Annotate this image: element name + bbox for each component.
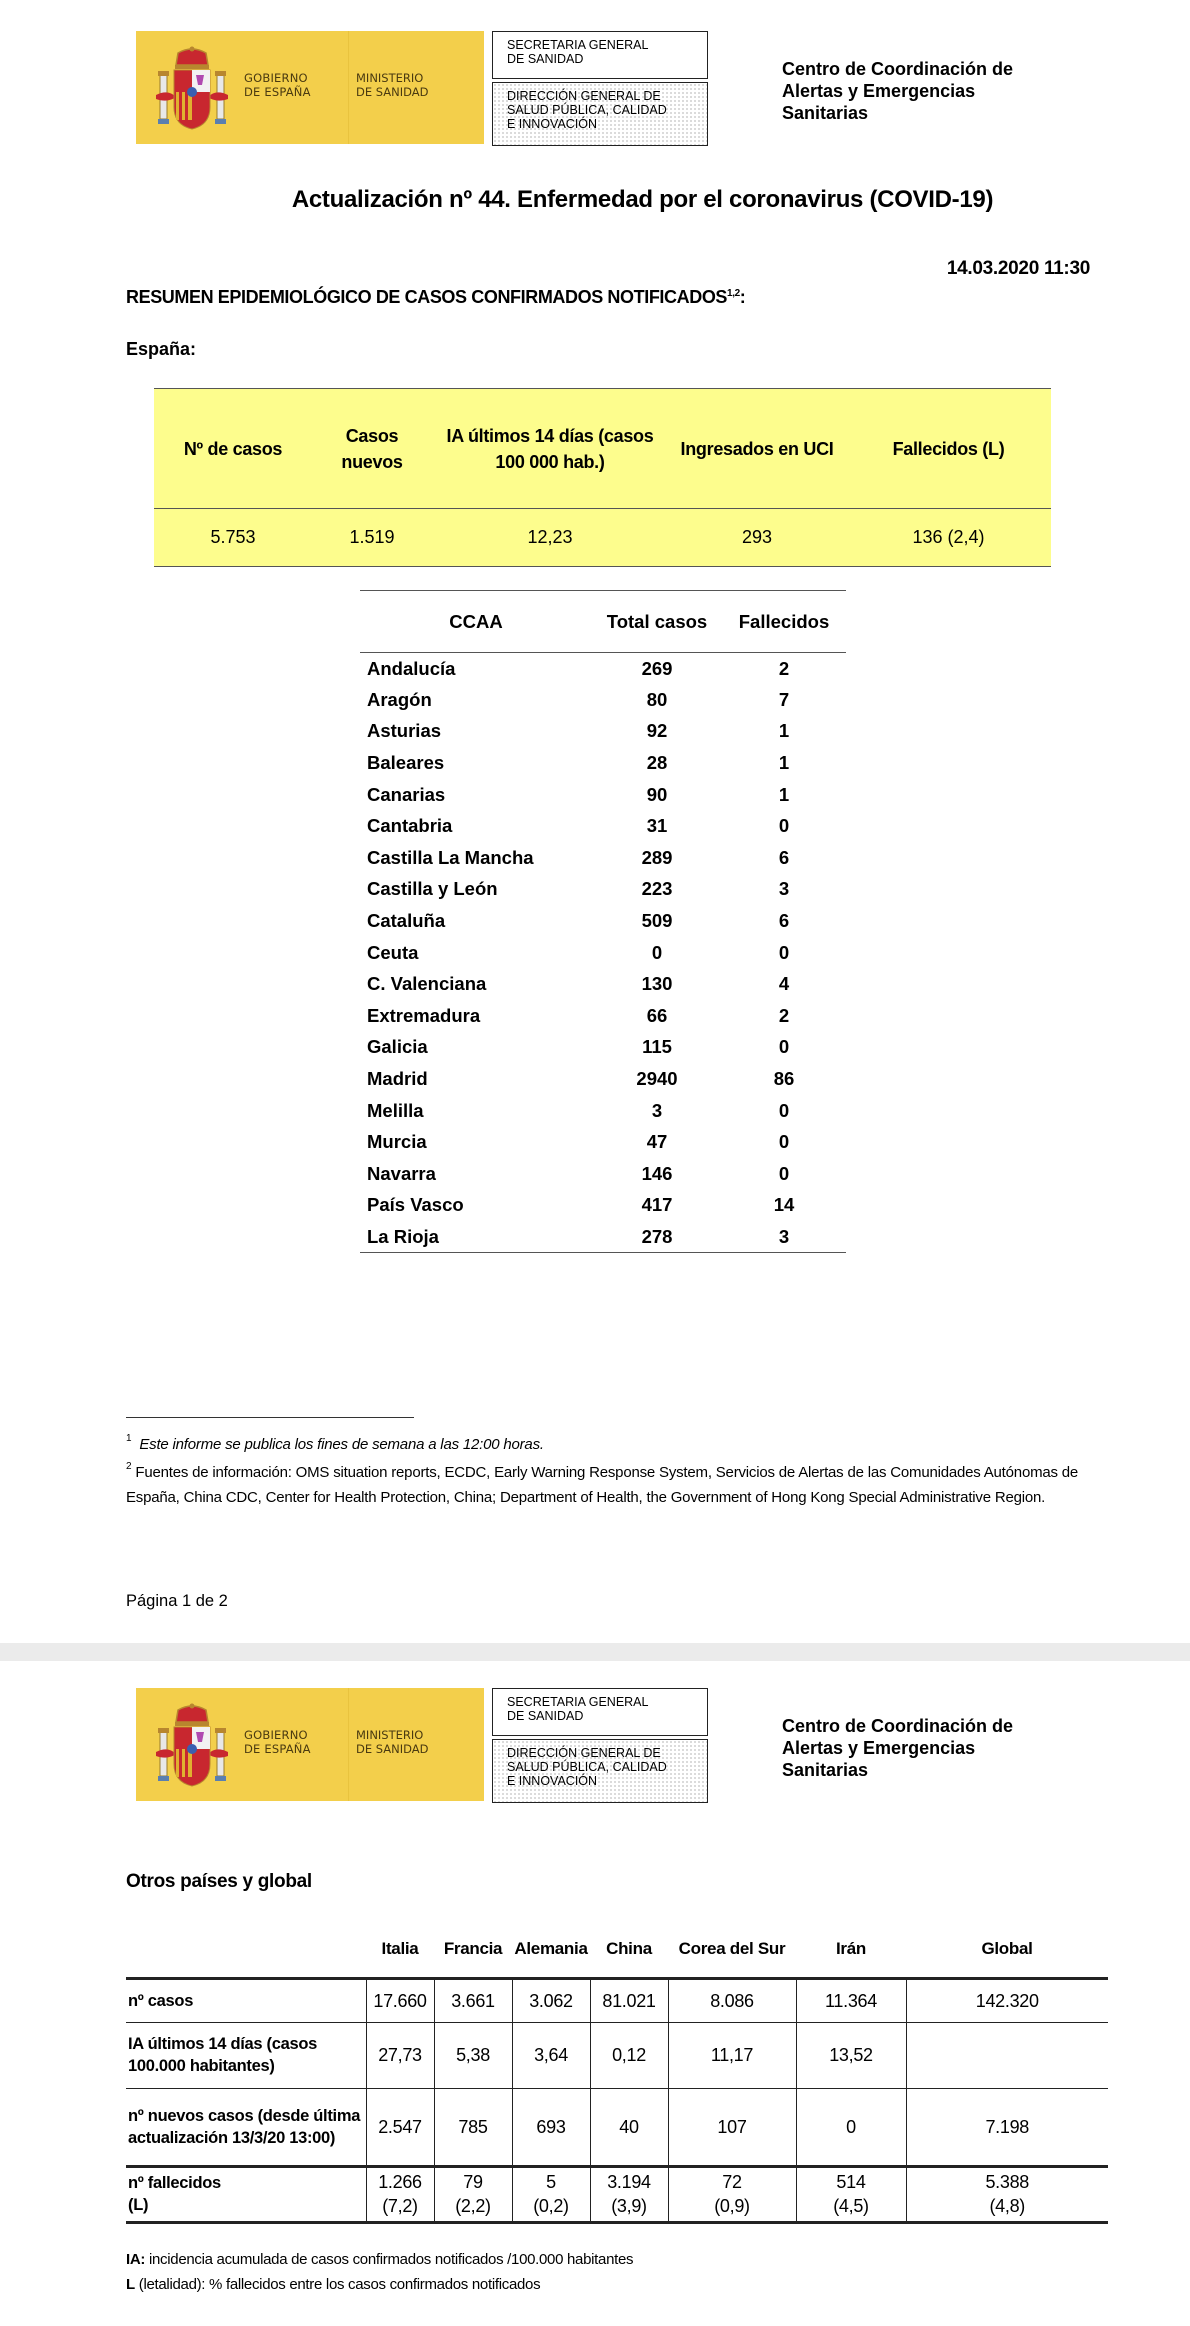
ccaa-total-casos: 130 xyxy=(641,973,673,995)
ccaa-fallecidos: 0 xyxy=(778,815,790,837)
row-label-line: nº fallecidos xyxy=(128,2174,221,2192)
legend-letalidad-text: (letalidad): % fallecidos entre los casos confirmados notificados xyxy=(134,2276,541,2293)
fallecidos-count: 79 xyxy=(463,2172,483,2192)
ccaa-row xyxy=(360,1095,846,1127)
ccaa-name: Melilla xyxy=(367,1099,424,1121)
global-header-row xyxy=(126,1921,1108,1978)
centro-line-2: Alertas y Emergencias xyxy=(782,81,976,101)
country-value xyxy=(434,2166,512,2222)
ccaa-row xyxy=(360,842,846,874)
ccaa-name: Ceuta xyxy=(367,941,419,963)
fallecidos-count: 5 xyxy=(546,2172,556,2192)
ccaa-fallecidos: 1 xyxy=(778,752,790,774)
country-value: 11.364 xyxy=(796,1978,906,2022)
ccaa-name: País Vasco xyxy=(367,1194,464,1216)
ccaa-header-row xyxy=(360,591,846,653)
footnote-2-text: Fuentes de información: OMS situation reports, ECDC, Early Warning Response System, Servicios de Alertas de las Comunidades Autónomas de España, China CDC, Center for Health Protection, China; Department of Health, the Government of Hong Kong Special Administrative Region. xyxy=(126,1464,1079,1506)
country-value: 13,52 xyxy=(796,2022,906,2088)
ccaa-fallecidos: 6 xyxy=(778,846,790,868)
ccaa-fallecidos: 86 xyxy=(773,1068,795,1090)
country-value: 5,38 xyxy=(434,2022,512,2088)
ccaa-name: Baleares xyxy=(367,752,445,774)
country-value xyxy=(906,2022,1108,2088)
header-ccaa: CCAA xyxy=(360,591,592,653)
secretaria-box xyxy=(492,1688,708,1736)
header-country: Corea del Sur xyxy=(678,1938,786,1958)
ccaa-total-casos: 289 xyxy=(641,846,673,868)
ccaa-name: Andalucía xyxy=(367,657,456,679)
footnote-1-text: Este informe se publica los fines de semana a las 12:00 horas. xyxy=(139,1436,544,1453)
ccaa-name: Murcia xyxy=(367,1131,427,1153)
global-row xyxy=(126,1978,1108,2022)
ccaa-row xyxy=(360,1126,846,1158)
ccaa-total-casos: 28 xyxy=(646,752,668,774)
ccaa-name: Cantabria xyxy=(367,815,453,837)
ccaa-name: Cataluña xyxy=(367,910,446,932)
ccaa-row xyxy=(360,968,846,1000)
value-ia-14-dias: 12,23 xyxy=(432,509,668,567)
logo-ministerio-line-2: DE SANIDAD xyxy=(356,85,429,99)
footnote-2 xyxy=(126,1456,1106,1510)
row-label: nº nuevos casos (desde última actualización 13/3/20 13:00) xyxy=(126,2088,366,2166)
country-value xyxy=(512,2166,590,2222)
logo-gobierno-text xyxy=(244,1728,311,1756)
country-value xyxy=(590,2166,668,2222)
direccion-box xyxy=(492,1739,708,1803)
footnote-separator xyxy=(126,1417,414,1418)
country-value: 0 xyxy=(796,2088,906,2166)
fallecidos-count: 514 xyxy=(836,2172,866,2192)
legend-letalidad-key: L xyxy=(126,2276,135,2293)
letalidad-value: (0,2) xyxy=(533,2196,569,2216)
country-value xyxy=(906,2166,1108,2222)
ccaa-fallecidos: 6 xyxy=(778,910,790,932)
centro-coordinacion-title xyxy=(782,58,1013,124)
country-value: 17.660 xyxy=(366,1978,434,2022)
document-title: Actualización nº 44. Enfermedad por el coronavirus (COVID-19) xyxy=(291,186,994,213)
ccaa-fallecidos: 0 xyxy=(778,1036,790,1058)
document-header-page-2 xyxy=(0,1657,1190,1807)
row-label: IA últimos 14 días (casos 100.000 habitantes) xyxy=(126,2022,366,2088)
country-value: 785 xyxy=(434,2088,512,2166)
ccaa-total-casos: 80 xyxy=(646,688,668,710)
fallecidos-count: 3.194 xyxy=(607,2172,651,2192)
ccaa-name: Asturias xyxy=(367,720,442,742)
legend-ia-text: incidencia acumulada de casos confirmados notificados /100.000 habitantes xyxy=(145,2251,634,2268)
logo-divider xyxy=(348,31,349,144)
direccion-line-3: E INNOVACIÓN xyxy=(507,117,598,131)
spain-summary-table xyxy=(154,388,1051,567)
logo-ministerio-text xyxy=(356,1728,429,1756)
centro-line-1: Centro de Coordinación de xyxy=(782,1716,1014,1736)
ccaa-total-casos: 509 xyxy=(641,910,673,932)
ccaa-row xyxy=(360,874,846,906)
country-value: 3.661 xyxy=(434,1978,512,2022)
ccaa-row xyxy=(360,1221,846,1253)
logo-ministerio-line-1: MINISTERIO xyxy=(356,1728,424,1742)
country-value: 27,73 xyxy=(366,2022,434,2088)
header-country: China xyxy=(606,1938,652,1958)
header-total-casos: Total casos xyxy=(592,591,722,653)
ccaa-name: La Rioja xyxy=(360,1221,592,1253)
ccaa-fallecidos: 14 xyxy=(773,1194,795,1216)
header-casos-nuevos: Casos nuevos xyxy=(312,389,432,509)
country-value: 693 xyxy=(512,2088,590,2166)
logo-divider xyxy=(348,1688,349,1801)
fallecidos-count: 1.266 xyxy=(378,2172,422,2192)
row-label: nº casos xyxy=(126,1978,366,2022)
centro-line-2: Alertas y Emergencias xyxy=(782,1738,976,1758)
letalidad-value: (7,2) xyxy=(382,2196,418,2216)
government-logo xyxy=(136,1688,484,1801)
logo-gobierno-text xyxy=(244,71,311,99)
logo-gobierno-line-1: GOBIERNO xyxy=(244,1728,308,1742)
ccaa-total-casos: 417 xyxy=(641,1194,673,1216)
ccaa-fallecidos: 4 xyxy=(778,973,790,995)
ccaa-fallecidos: 2 xyxy=(778,657,790,679)
summary-value-row xyxy=(154,509,1051,567)
ccaa-total-casos: 146 xyxy=(641,1162,673,1184)
value-num-casos: 5.753 xyxy=(154,509,312,567)
direccion-line-2: SALUD PÚBLICA, CALIDAD xyxy=(507,1760,667,1774)
secretaria-line-2: DE SANIDAD xyxy=(507,52,584,66)
logo-ministerio-text xyxy=(356,71,429,99)
ccaa-row xyxy=(360,684,846,716)
ccaa-fallecidos: 0 xyxy=(778,1131,790,1153)
page-number: Página 1 de 2 xyxy=(126,1592,228,1610)
ccaa-fallecidos: 0 xyxy=(778,941,790,963)
ccaa-total-casos: 2940 xyxy=(636,1068,678,1090)
ccaa-row xyxy=(360,1000,846,1032)
ccaa-row xyxy=(360,905,846,937)
global-row xyxy=(126,2088,1108,2166)
ccaa-row xyxy=(360,1158,846,1190)
country-value: 0,12 xyxy=(590,2022,668,2088)
ccaa-name: C. Valenciana xyxy=(367,973,487,995)
global-row xyxy=(126,2022,1108,2088)
ccaa-total-casos: 66 xyxy=(646,1004,668,1026)
secretaria-box xyxy=(492,31,708,79)
ccaa-fallecidos: 3 xyxy=(722,1221,846,1253)
fallecidos-count: 72 xyxy=(722,2172,742,2192)
ccaa-name: Madrid xyxy=(367,1068,428,1090)
header-ia-14-dias: IA últimos 14 días (casos 100 000 hab.) xyxy=(432,389,668,509)
footnote-1-number: 1 xyxy=(126,1433,132,1444)
country-value: 2.547 xyxy=(366,2088,434,2166)
header-country: Irán xyxy=(836,1938,866,1958)
country-value xyxy=(668,2166,796,2222)
direccion-line-1: DIRECCIÓN GENERAL DE xyxy=(507,89,661,103)
ccaa-fallecidos: 0 xyxy=(778,1162,790,1184)
centro-line-1: Centro de Coordinación de xyxy=(782,59,1014,79)
letalidad-value: (4,5) xyxy=(833,2196,869,2216)
resumen-suffix: : xyxy=(739,287,746,307)
header-fallecidos: Fallecidos xyxy=(722,591,846,653)
espana-label: España: xyxy=(126,339,197,359)
coat-of-arms-icon xyxy=(154,1702,230,1790)
ccaa-fallecidos: 7 xyxy=(778,688,790,710)
letalidad-value: (2,2) xyxy=(455,2196,491,2216)
centro-line-3: Sanitarias xyxy=(782,103,869,123)
value-ingresados-uci: 293 xyxy=(668,509,846,567)
direccion-line-3: E INNOVACIÓN xyxy=(507,1774,598,1788)
secretaria-line-1: SECRETARIA GENERAL xyxy=(507,38,649,52)
otros-paises-title: Otros países y global xyxy=(126,1871,312,1892)
legend-letalidad xyxy=(126,2276,540,2293)
country-value xyxy=(366,2166,434,2222)
ccaa-row xyxy=(360,1032,846,1064)
value-casos-nuevos: 1.519 xyxy=(312,509,432,567)
letalidad-value: (4,8) xyxy=(989,2196,1025,2216)
header-ingresados-uci: Ingresados en UCI xyxy=(668,389,846,509)
ccaa-name: Galicia xyxy=(367,1036,428,1058)
ccaa-total-casos: 47 xyxy=(646,1131,668,1153)
ccaa-fallecidos: 1 xyxy=(778,720,790,742)
logo-ministerio-line-1: MINISTERIO xyxy=(356,71,424,85)
header-fallecidos: Fallecidos (L) xyxy=(846,389,1051,509)
letalidad-value: (0,9) xyxy=(714,2196,750,2216)
country-value: 107 xyxy=(668,2088,796,2166)
logo-gobierno-line-1: GOBIERNO xyxy=(244,71,308,85)
ccaa-table-body xyxy=(360,653,846,1253)
direccion-box xyxy=(492,82,708,146)
ccaa-fallecidos: 3 xyxy=(778,878,790,900)
ccaa-row xyxy=(360,1190,846,1222)
global-countries-table xyxy=(126,1921,1108,2224)
government-logo xyxy=(136,31,484,144)
centro-coordinacion-title xyxy=(782,1715,1013,1781)
resumen-label: RESUMEN EPIDEMIOLÓGICO DE CASOS CONFIRMADOS NOTIFICADOS xyxy=(126,287,728,307)
centro-line-3: Sanitarias xyxy=(782,1760,869,1780)
ccaa-table xyxy=(360,590,846,1253)
direccion-line-2: SALUD PÚBLICA, CALIDAD xyxy=(507,103,667,117)
report-date: 14.03.2020 11:30 xyxy=(946,258,1090,279)
ccaa-total-casos: 278 xyxy=(592,1221,722,1253)
legend-ia-key: IA: xyxy=(126,2251,146,2268)
ccaa-row xyxy=(360,937,846,969)
summary-header-row xyxy=(154,389,1051,509)
country-value: 3,64 xyxy=(512,2022,590,2088)
ccaa-row xyxy=(360,779,846,811)
global-table-body xyxy=(126,1978,1108,2222)
row-label-line: (L) xyxy=(128,2196,149,2214)
ccaa-total-casos: 223 xyxy=(641,878,673,900)
footnote-2-number: 2 xyxy=(126,1461,132,1472)
letalidad-value: (3,9) xyxy=(611,2196,647,2216)
ccaa-total-casos: 115 xyxy=(642,1036,672,1058)
coat-of-arms-icon xyxy=(154,45,230,133)
ccaa-total-casos: 0 xyxy=(651,941,663,963)
country-value: 11,17 xyxy=(668,2022,796,2088)
header-row-label xyxy=(126,1921,366,1978)
country-value: 7.198 xyxy=(906,2088,1108,2166)
ccaa-row xyxy=(360,716,846,748)
ccaa-fallecidos: 0 xyxy=(778,1099,790,1121)
ccaa-name: Castilla y León xyxy=(367,878,498,900)
country-value: 40 xyxy=(590,2088,668,2166)
header-country: Italia xyxy=(381,1938,419,1958)
ccaa-fallecidos: 2 xyxy=(778,1004,790,1026)
direccion-line-1: DIRECCIÓN GENERAL DE xyxy=(507,1746,661,1760)
ccaa-row xyxy=(360,1063,846,1095)
country-value: 8.086 xyxy=(668,1978,796,2022)
row-label xyxy=(126,2166,366,2222)
secretaria-line-2: DE SANIDAD xyxy=(507,1709,584,1723)
resumen-heading xyxy=(126,287,745,308)
ccaa-name: Castilla La Mancha xyxy=(367,846,534,868)
ccaa-total-casos: 90 xyxy=(646,783,668,805)
header-num-casos: Nº de casos xyxy=(154,389,312,509)
secretaria-line-1: SECRETARIA GENERAL xyxy=(507,1695,649,1709)
value-fallecidos: 136 (2,4) xyxy=(846,509,1051,567)
header-country: Francia xyxy=(443,1938,503,1958)
ccaa-row xyxy=(360,810,846,842)
ccaa-fallecidos: 1 xyxy=(778,783,790,805)
country-value xyxy=(796,2166,906,2222)
legend-ia xyxy=(126,2251,633,2268)
header-country: Global xyxy=(981,1938,1033,1958)
logo-gobierno-line-2: DE ESPAÑA xyxy=(244,1742,311,1756)
logo-gobierno-line-2: DE ESPAÑA xyxy=(244,85,311,99)
ccaa-total-casos: 269 xyxy=(641,657,673,679)
ccaa-name: Extremadura xyxy=(367,1004,481,1026)
logo-ministerio-line-2: DE SANIDAD xyxy=(356,1742,429,1756)
country-value: 142.320 xyxy=(906,1978,1108,2022)
ccaa-total-casos: 92 xyxy=(646,720,668,742)
ccaa-row xyxy=(360,747,846,779)
ccaa-name: Aragón xyxy=(367,688,432,710)
document-header xyxy=(0,0,1190,150)
header-country: Alemania xyxy=(514,1938,588,1958)
country-value: 3.062 xyxy=(512,1978,590,2022)
fallecidos-count: 5.388 xyxy=(985,2172,1030,2192)
ccaa-name: Canarias xyxy=(367,783,446,805)
page-2 xyxy=(0,1661,1190,2326)
ccaa-name: Navarra xyxy=(367,1162,436,1184)
footnote-1 xyxy=(126,1428,1106,1457)
global-row xyxy=(126,2166,1108,2222)
ccaa-total-casos: 31 xyxy=(646,815,668,837)
ccaa-total-casos: 3 xyxy=(651,1099,663,1121)
resumen-footnote-ref[interactable]: 1,2 xyxy=(727,288,740,299)
ccaa-row xyxy=(360,653,846,685)
country-value: 81.021 xyxy=(590,1978,668,2022)
